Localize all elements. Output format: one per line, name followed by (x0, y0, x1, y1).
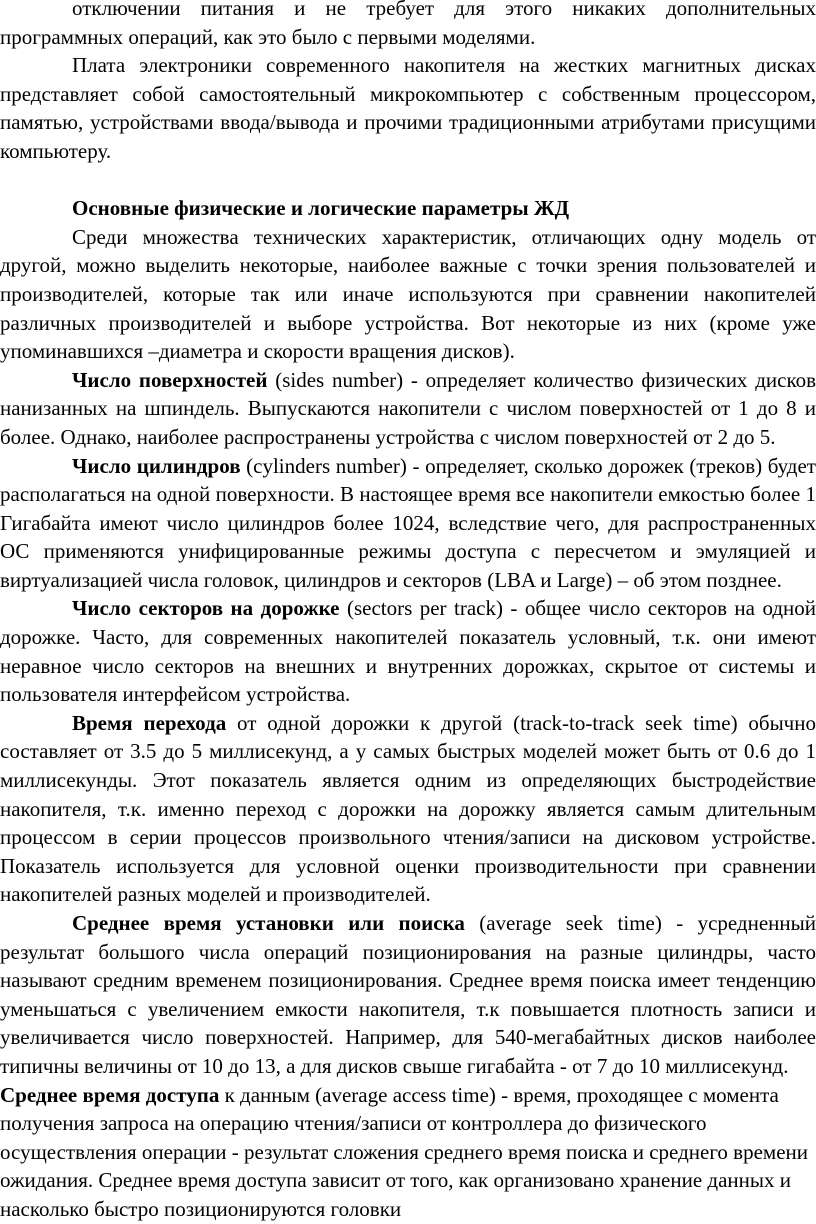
paragraph-intro: Среди множества технических характеристик, отличающих одну модель от другой, можно выделить некоторые, наиболее важные с точки зрения пользователей и производителей, которые так или иначе используются при сравнении накопителей различных производителей и выборе устройства. Вот некоторые из них (кроме уже упоминавшихся –диаметра и скорости вращения дисков). (0, 224, 816, 364)
paragraph-track-to-track (0, 709, 816, 909)
text-track-to-track: от одной дорожки к другой (track-to-track seek time) обычно составляет от 3.5 до 5 миллисекунд, а у самых быстрых моделей может быть от 0.6 до 1 миллисекунды. Этот показатель является одним из определяющих быстродействие накопителя, т.к. именно переход с дорожки на дорожку является самым длительным процессом в серии процессов произвольного чтения/записи на дисковом устройстве. Показатель используется для условной оценки производительности при сравнении накопителей разных моделей и производителей. (0, 710, 816, 907)
term-sectors: Число секторов на дорожке (72, 596, 340, 621)
paragraph-continued: отключении питания и не требует для этого никаких дополнительных программных операций, как это было с первыми моделями. (0, 0, 816, 49)
paragraph-sectors (0, 594, 816, 708)
blank-line (0, 166, 816, 195)
paragraph-access-time (0, 1081, 816, 1224)
term-access-time: Среднее время доступа (0, 1082, 220, 1107)
term-track-to-track: Время перехода (72, 710, 227, 735)
text-sectors: (sectors per track) - общее число секторов на одной дорожке. Часто, для современных накопителей показатель условный, т.к. они имеют неравное число секторов на внешних и внутренних дорожках, скрытое от системы и пользователя интерфейсом устройства. (0, 596, 816, 707)
text-seek-time: (average seek time) - усредненный результат большого числа операций позиционирования на разные цилиндры, часто называют средним временем позиционирования. Среднее время поиска имеет тенденцию уменьшаться с увеличением емкости накопителя, т.к повышается плотность записи и увеличивается число поверхностей. Например, для 540-мегабайтных дисков наиболее типичны величины от 10 до 13, а для дисков свыше гигабайта - от 7 до 10 миллисекунд. (0, 911, 816, 1078)
paragraph-sides (0, 366, 816, 452)
text-access-time: к данным (average access time) - время, проходящее с момента получения запроса на операцию чтения/записи от контроллера до физического осуществления операции - результат сложения среднего время поиска и среднего времени ожидания. Среднее время доступа зависит от того, как организовано хранение данных и насколько быстро позиционируются головки (0, 1082, 809, 1221)
paragraph-controller-board: Плата электроники современного накопителя на жестких магнитных дисках представляет собой самостоятельный микрокомпьютер с собственным процессором, памятью, устройствами ввода/вывода и прочими традиционными атрибутами присущими компьютеру. (0, 53, 816, 163)
term-cylinders: Число цилиндров (72, 453, 241, 478)
section-heading: Основные физические и логические параметры ЖД (72, 196, 570, 221)
text-sides: (sides number) - определяет количество физических дисков нанизанных на шпиндель. Выпускаются накопители с числом поверхностей от 1 до 8 и более. Однако, наиболее распространены устройства с числом поверхностей от 2 до 5. (0, 367, 816, 449)
paragraph-seek-time (0, 909, 816, 1081)
text-cylinders: (cylinders number) - определяет, сколько дорожек (треков) будет располагаться на одной поверхности. В настоящее время все накопители емкостью более 1 Гигабайта имеют число цилиндров более 1024, вследствие чего, для распространенных ОС применяются унифицированные режимы доступа с пересчетом и эмуляцией и виртуализацией числа головок, цилиндров и секторов (LBA и Large) – об этом позднее. (0, 453, 816, 592)
paragraph-cylinders (0, 452, 816, 595)
term-seek-time: Среднее время установки или поиска (72, 911, 465, 935)
term-sides: Число поверхностей (72, 367, 268, 392)
